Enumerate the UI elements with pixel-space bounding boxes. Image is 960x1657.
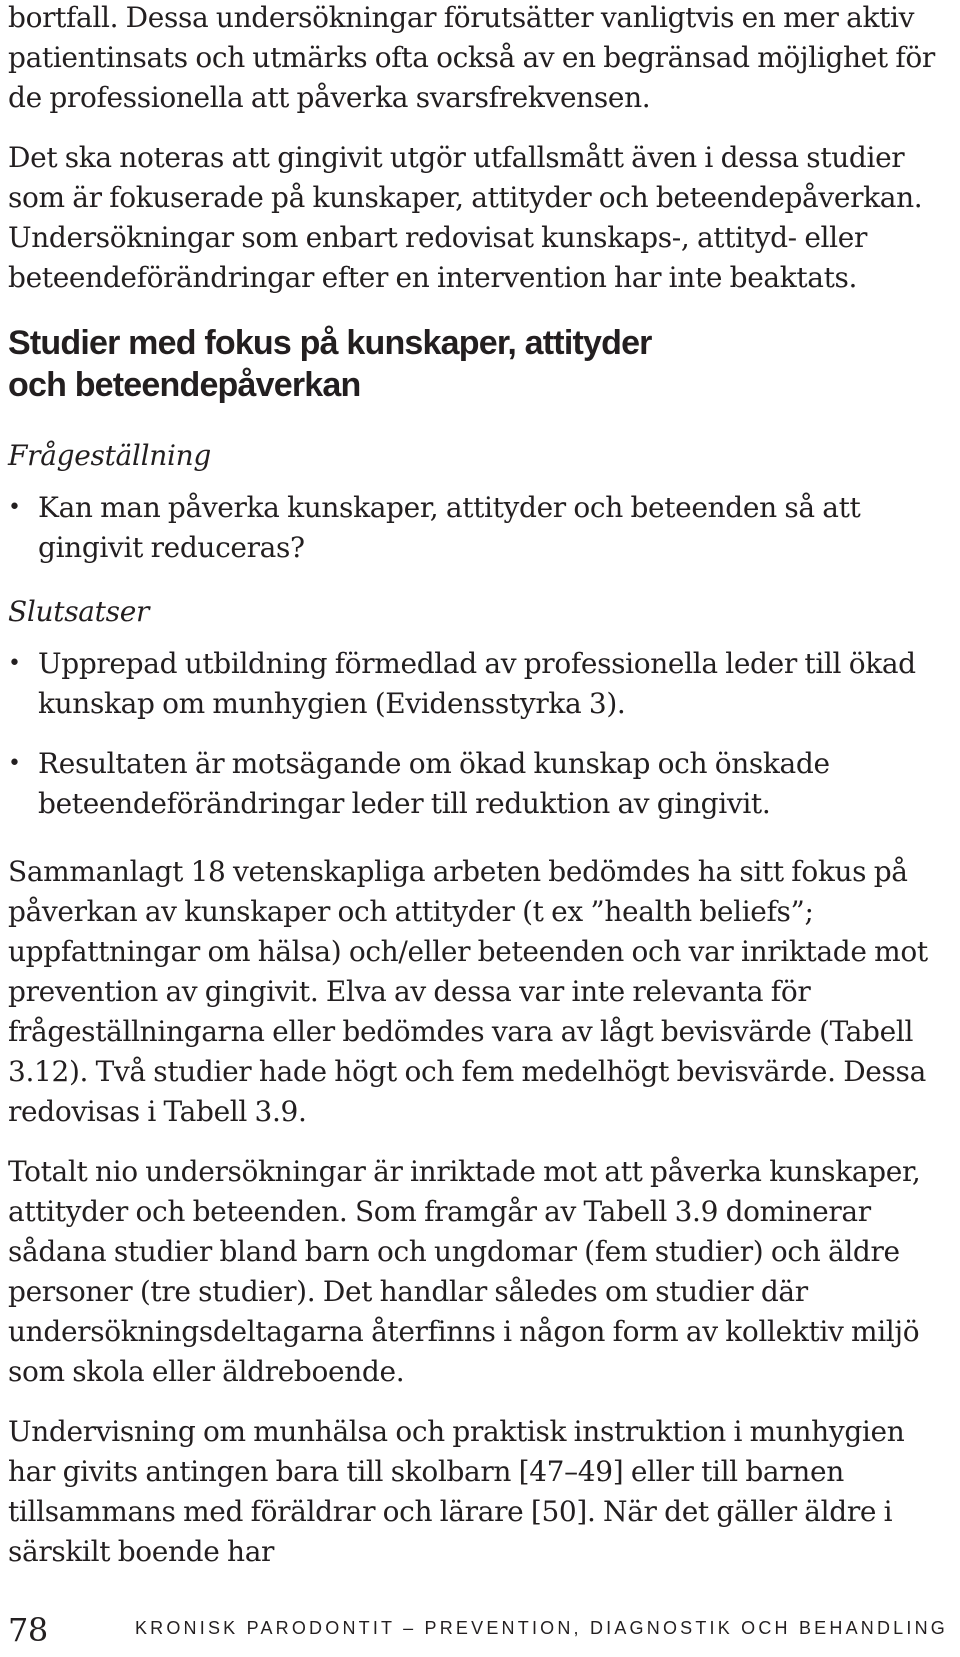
conclusion-item-text: Resultaten är motsägande om ökad kunskap och önskade beteendeförändringar leder till reduktion av gingivit.	[38, 747, 830, 820]
conclusion-label: Slutsatser	[8, 595, 150, 628]
page-number: 78	[8, 1611, 48, 1649]
bullet-icon: •	[8, 651, 21, 676]
page-footer	[8, 1610, 948, 1650]
paragraph-study-count: Sammanlagt 18 vetenskapliga arbeten bedömdes ha sitt fokus på påverkan av kunskaper och attityder (t ex ”health beliefs”; uppfattningar om hälsa) och/eller beteenden och var inriktade mot prevention av gingivit. Elva av dessa var inte relevanta för frågeställningarna eller bedömdes vara av lågt bevisvärde (Tabell 3.12). Två studier hade högt och fem medelhögt bevisvärde. Dessa redovisas i Tabell 3.9.	[8, 855, 928, 1128]
conclusion-list	[8, 644, 948, 824]
conclusion-item	[8, 644, 948, 724]
conclusion-item	[8, 744, 948, 824]
paragraph-study-overview: Totalt nio undersökningar är inriktade mot att påverka kunskaper, attityder och beteenden. Som framgår av Tabell 3.9 dominerar sådana studier bland barn och ungdomar (fem studier) och äldre personer (tre studier). Det handlar således om studier där undersökningsdeltagarna återfinns i någon form av kollektiv miljö som skola eller äldreboende.	[8, 1155, 921, 1388]
bullet-icon: •	[8, 495, 21, 520]
document-page	[8, 0, 948, 1572]
section-heading-line-1: Studier med fokus på kunskaper, attityder	[8, 324, 652, 362]
running-title: KRONISK PARODONTIT – PREVENTION, DIAGNOSTIK OCH BEHANDLING	[134, 1618, 948, 1638]
question-item-text: Kan man påverka kunskaper, attityder och beteenden så att gingivit reduceras?	[38, 491, 861, 564]
section-heading-line-2: och beteendepåverkan	[8, 366, 361, 404]
question-label: Frågeställning	[8, 439, 211, 472]
conclusion-item-text: Upprepad utbildning förmedlad av professionella leder till ökad kunskap om munhygien (Evidensstyrka 3).	[38, 647, 916, 720]
paragraph-intro-continuation: bortfall. Dessa undersökningar förutsätter vanligtvis en mer aktiv patientinsats och utmärks ofta också av en begränsad möjlighet för de professionella att påverka svarsfrekvensen.	[8, 1, 935, 114]
question-list	[8, 488, 948, 568]
paragraph-outcome-note: Det ska noteras att gingivit utgör utfallsmått även i dessa studier som är fokuserade på kunskaper, attityder och beteendepåverkan. Undersökningar som enbart redovisat kunskaps-, attityd- eller beteendeförändringar efter en intervention har inte beaktats.	[8, 141, 923, 294]
question-item	[8, 488, 948, 568]
bullet-icon: •	[8, 751, 21, 776]
section-heading	[8, 322, 948, 406]
paragraph-teaching: Undervisning om munhälsa och praktisk instruktion i munhygien har givits antingen bara till skolbarn [47–49] eller till barnen tillsammans med föräldrar och lärare [50]. När det gäller äldre i särskilt boende har	[8, 1415, 905, 1568]
